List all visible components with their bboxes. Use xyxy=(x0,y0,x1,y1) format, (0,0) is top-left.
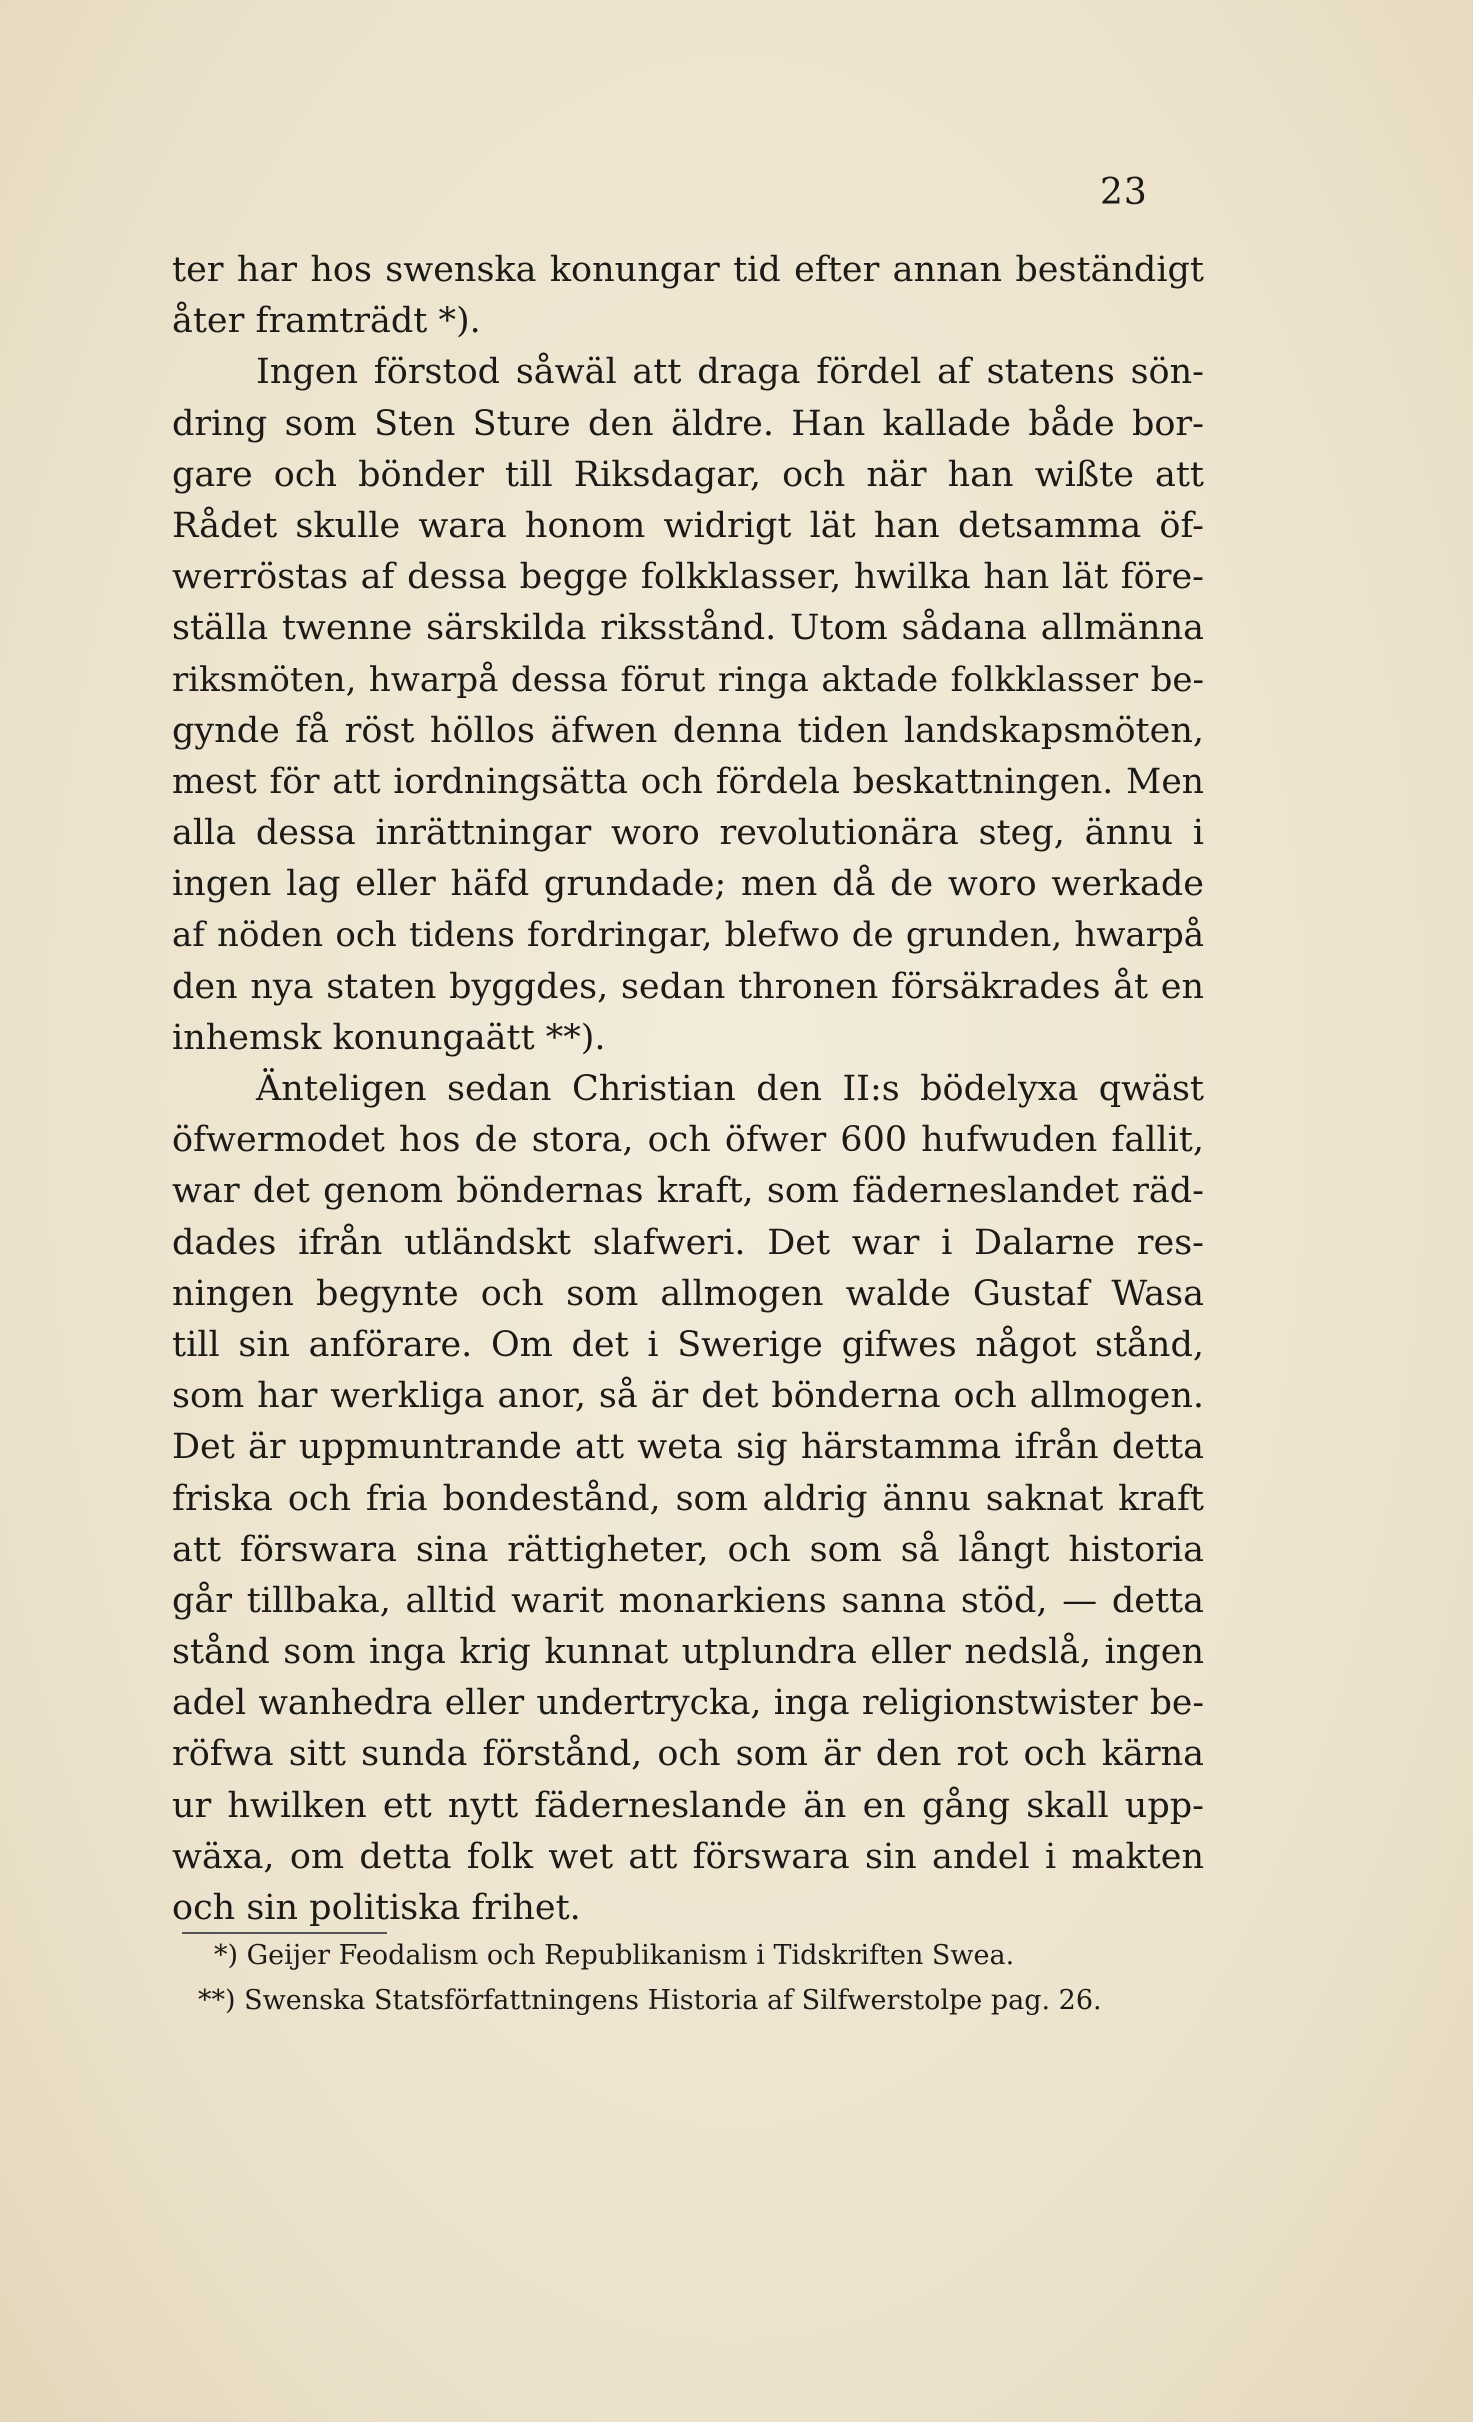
text-line: inhemsk konungaätt **). xyxy=(172,1017,606,1058)
text-line: och sin politiska frihet. xyxy=(172,1888,581,1928)
text-line: war det genom böndernas kraft, som fäderneslandet räd- xyxy=(172,1171,1204,1212)
text-line: adel wanhedra eller undertrycka, inga religionstwister be- xyxy=(172,1683,1204,1724)
text-line: af nöden och tidens fordringar, blefwo de grunden, hwarpå xyxy=(172,915,1204,956)
text-line: Änteligen sedan Christian den II:s bödelyxa qwäst xyxy=(256,1069,1204,1109)
text-line: åter framträdt *). xyxy=(172,301,481,342)
footnotes xyxy=(198,1933,1210,2023)
text-line: ter har hos swenska konungar tid efter annan beständigt xyxy=(172,250,1204,290)
text-line: alla dessa inrättningar woro revolutionära steg, ännu i xyxy=(172,813,1204,854)
text-line: röfwa sitt sunda förstånd, och som är den rot och kärna xyxy=(172,1734,1204,1775)
page-number: 23 xyxy=(1100,172,1148,213)
text-line: werröstas af dessa begge folkklasser, hwilka han lät före- xyxy=(172,557,1204,598)
text-line: gare och bönder till Riksdagar, och när han wißte att xyxy=(172,454,1204,495)
footnote: **) Swenska Statsförfattningens Historia af Silfwerstolpe pag. 26. xyxy=(198,1985,1102,2016)
text-line: friska och fria bondestånd, som aldrig ännu saknat kraft xyxy=(172,1478,1204,1519)
text-line: dades ifrån utländskt slafweri. Det war i Dalarne res- xyxy=(172,1222,1204,1263)
footnote: *) Geijer Feodalism och Republikanism i Tidskriften Swea. xyxy=(214,1940,1015,1971)
text-line: som har werkliga anor, så är det bönderna och allmogen. xyxy=(172,1376,1204,1417)
text-line: att förswara sina rättigheter, och som så långt historia xyxy=(172,1529,1204,1570)
text-line: gynde få röst höllos äfwen denna tiden landskapsmöten, xyxy=(172,710,1204,751)
text-line: går tillbaka, alltid warit monarkiens sanna stöd, — detta xyxy=(172,1580,1204,1621)
text-line: den nya staten byggdes, sedan thronen försäkrades åt en xyxy=(172,966,1204,1007)
text-line: ingen lag eller häfd grundade; men då de woro werkade xyxy=(172,864,1204,905)
text-line: Det är uppmuntrande att weta sig härstamma ifrån detta xyxy=(172,1427,1204,1468)
text-line: dring som Sten Sture den äldre. Han kallade både bor- xyxy=(172,403,1204,444)
text-line: till sin anförare. Om det i Swerige gifwes något stånd, xyxy=(172,1324,1204,1365)
text-line: wäxa, om detta folk wet att förswara sin andel i makten xyxy=(172,1836,1204,1877)
text-line: ur hwilken ett nytt fäderneslande än en gång skall upp- xyxy=(172,1785,1204,1826)
text-line: öfwermodet hos de stora, och öfwer 600 hufwuden fallit, xyxy=(172,1120,1204,1161)
text-line: mest för att iordningsätta och fördela beskattningen. Men xyxy=(172,761,1204,802)
text-line: Rådet skulle wara honom widrigt lät han detsamma öf- xyxy=(172,505,1204,546)
text-line: ställa twenne särskilda riksstånd. Utom sådana allmänna xyxy=(172,608,1204,649)
text-line: riksmöten, hwarpå dessa förut ringa aktade folkklasser be- xyxy=(172,659,1204,700)
text-line: ningen begynte och som allmogen walde Gustaf Wasa xyxy=(172,1273,1204,1314)
text-line: Ingen förstod såwäl att draga fördel af statens sön- xyxy=(256,352,1204,393)
text-line: stånd som inga krig kunnat utplundra eller nedslå, ingen xyxy=(172,1632,1204,1673)
body-text xyxy=(172,245,1204,1934)
